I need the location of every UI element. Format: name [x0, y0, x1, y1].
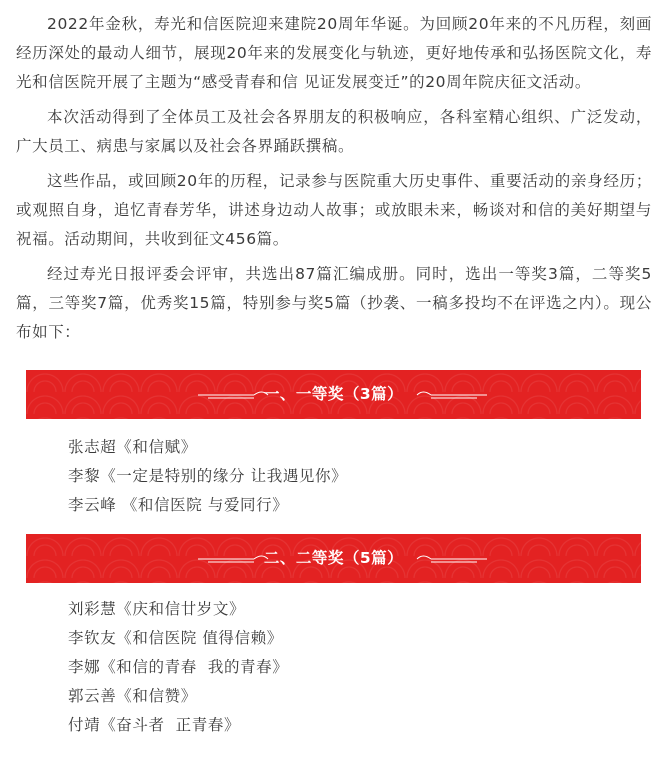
list-item: 付靖《奋斗者 正青春》 — [68, 716, 241, 734]
list-item: 刘彩慧《庆和信廿岁文》 — [68, 600, 246, 618]
intro-text — [16, 10, 652, 353]
first-prize-banner — [26, 370, 641, 419]
list-item: 李钦友《和信医院 值得信赖》 — [68, 629, 283, 647]
list-item: 李娜《和信的青春 我的青春》 — [68, 658, 289, 676]
line-ornament-icon — [415, 552, 487, 566]
list-item: 李云峰 《和信医院 与爱同行》 — [68, 496, 289, 514]
intro-paragraph: 本次活动得到了全体员工及社会各界朋友的积极响应，各科室精心组织、广泛发动，广大员工、病患与家属以及社会各界踊跃撰稿。 — [16, 108, 652, 155]
intro-paragraph: 2022年金秋，寿光和信医院迎来建院20周年华诞。为回顾20年来的不凡历程，刻画经历深处的最动人细节，展现20年来的发展变化与轨迹，更好地传承和弘扬医院文化，寿光和信医院开展了主题为“感受青春和信 见证发展变迁”的20周年院庆征文活动。 — [16, 15, 652, 91]
list-item: 李黎《一定是特别的缘分 让我遇见你》 — [68, 467, 348, 485]
list-item: 张志超《和信赋》 — [68, 438, 197, 456]
section-title: 一、一等奖（3篇） — [263, 385, 404, 403]
section-title: 二、二等奖（5篇） — [263, 549, 404, 567]
second-prize-banner — [26, 534, 641, 583]
second-prize-list — [68, 595, 288, 740]
intro-paragraph: 这些作品，或回顾20年的历程，记录参与医院重大历史事件、重要活动的亲身经历；或观照自身，追忆青春芳华，讲述身边动人故事；或放眼未来，畅谈对和信的美好期望与祝福。活动期间，共收到征文456篇。 — [16, 172, 652, 248]
line-ornament-icon — [415, 388, 487, 402]
first-prize-list — [68, 433, 347, 520]
list-item: 郭云善《和信赞》 — [68, 687, 197, 705]
intro-paragraph: 经过寿光日报评委会评审，共选出87篇汇编成册。同时，选出一等奖3篇，二等奖5篇，三等奖7篇，优秀奖15篇，特别参与奖5篇（抄袭、一稿多投均不在评选之内）。现公布如下： — [16, 265, 652, 341]
